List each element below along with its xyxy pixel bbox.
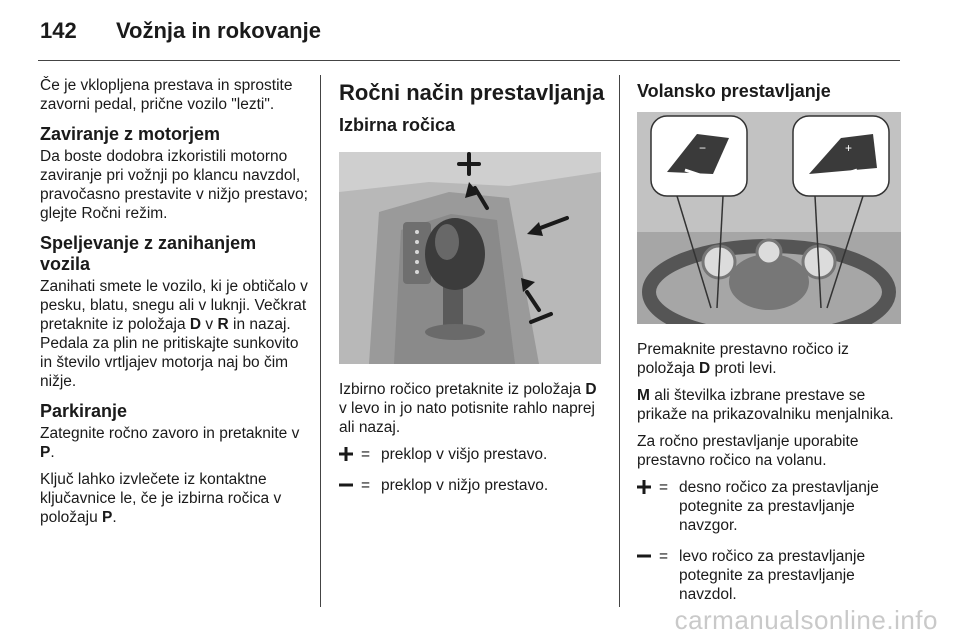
- rocking-heading: Speljevanje z zanihanjem vozila: [40, 233, 257, 274]
- plus-icon: [637, 478, 659, 535]
- legend-paddle-up: = desno ročico za prestavljanje potegnite za prestavljanje navzgor.: [637, 478, 903, 535]
- legend-downshift: = preklop v nižjo prestavo.: [339, 476, 605, 495]
- manual-mode-heading: Ročni način prestavljanja: [339, 80, 605, 105]
- header-rule: [38, 60, 900, 61]
- page-title: Vožnja in rokovanje: [116, 18, 321, 43]
- right-column: [637, 80, 903, 616]
- right-paragraph-2: M ali številka izbrane prestave se prikaže na prikazovalniku menjalnika.: [637, 387, 894, 423]
- key-removal-text: Ključ lahko izvlečete iz kontaktne ključavnice le, če je izbirna ročica v položaju P.: [40, 471, 282, 526]
- column-divider-1: [320, 75, 321, 607]
- right-paragraph-3: Za ročno prestavljanje uporabite prestavno ročico na volanu.: [637, 433, 859, 469]
- watermark: carmanualsonline.info: [674, 605, 938, 635]
- rocking-text: Zanihati smete le vozilo, ki je obtičalo v pesku, blatu, snegu ali v luknji. Večkrat pretaknite iz položaja D v R in nazaj. Pedala za plin ne pritiskajte sunkovito in število vrtljajev motorja naj bo čim nižje.: [40, 278, 308, 390]
- legend-upshift: = preklop v višjo prestavo.: [339, 445, 605, 464]
- plus-icon: [339, 445, 361, 464]
- selector-caption: Izbirno ročico pretaknite iz položaja D v levo in jo nato potisnite rahlo naprej ali nazaj.: [339, 381, 597, 436]
- engine-braking-heading: Zaviranje z motorjem: [40, 124, 221, 144]
- svg-text:−: −: [699, 141, 707, 155]
- steering-shift-heading: Volansko prestavljanje: [637, 81, 831, 101]
- steering-paddles-illustration: [637, 112, 901, 324]
- page-number: 142: [40, 18, 77, 43]
- engine-braking-text: Da boste dodobra izkoristili motorno zaviranje pri vožnji po klancu navzdol, pravočasno prestavite v nižjo prestavo; glejte Ročni režim.: [40, 148, 308, 222]
- column-divider-2: [619, 75, 620, 607]
- minus-icon: [637, 547, 659, 604]
- svg-text:+: +: [845, 141, 853, 155]
- middle-column: [339, 80, 605, 507]
- legend-paddle-down: = levo ročico za prestavljanje potegnite za prestavljanje navzdol.: [637, 547, 903, 604]
- right-paragraph-1: Premaknite prestavno ročico iz položaja D proti levi.: [637, 341, 849, 377]
- parking-text: Zategnite ročno zavoro in pretaknite v P.: [40, 425, 300, 461]
- parking-heading: Parkiranje: [40, 401, 128, 421]
- left-column: [40, 76, 310, 535]
- selector-lever-subheading: Izbirna ročica: [339, 115, 456, 135]
- minus-icon: [339, 476, 361, 495]
- selector-lever-illustration: [339, 152, 601, 364]
- intro-paragraph: Če je vklopljena prestava in sprostite zavorni pedal, prične vozilo "lezti".: [40, 77, 293, 113]
